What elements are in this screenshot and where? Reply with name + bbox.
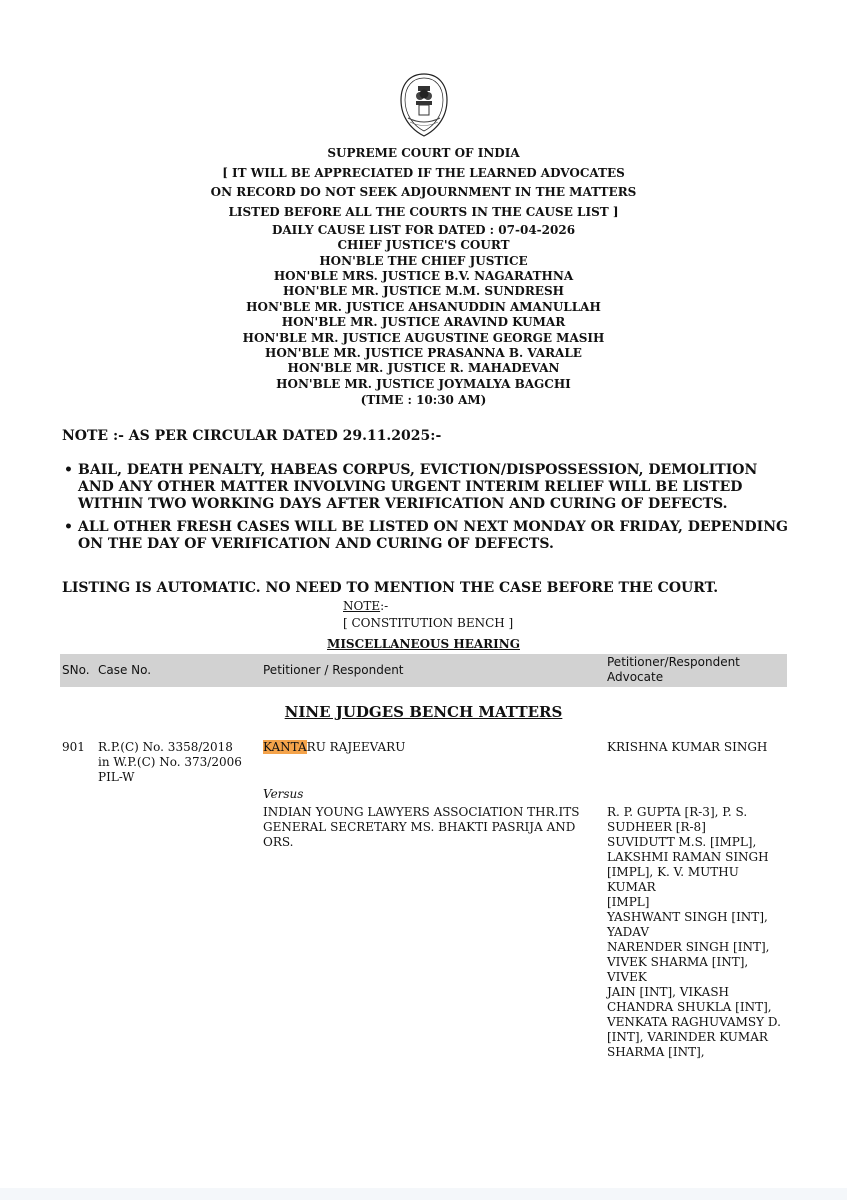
case-no-line: R.P.(C) No. 3358/2018 bbox=[98, 740, 233, 754]
advocate-line: NARENDER SINGH [INT], bbox=[607, 940, 770, 954]
respondent-line: GENERAL SECRETARY MS. BHAKTI PASRIJA AND bbox=[263, 820, 576, 834]
judge-name: HON'BLE MR. JUSTICE ARAVIND KUMAR bbox=[281, 315, 566, 329]
advocate-line: [IMPL] bbox=[607, 895, 650, 909]
note-bullet-item bbox=[62, 462, 792, 513]
petitioner-name bbox=[263, 740, 405, 755]
column-header-advocate: Petitioner/Respondent Advocate bbox=[607, 655, 740, 684]
advocate-line: CHANDRA SHUKLA [INT], bbox=[607, 1000, 772, 1014]
constitution-bench-label: [ CONSTITUTION BENCH ] bbox=[343, 616, 514, 630]
versus-label: Versus bbox=[263, 787, 304, 801]
state-emblem-icon bbox=[398, 72, 450, 138]
appeal-line: [ IT WILL BE APPRECIATED IF THE LEARNED ADVOCATES bbox=[222, 166, 625, 180]
respondent-advocates bbox=[607, 805, 787, 1060]
column-header-case-no: Case No. bbox=[98, 663, 152, 677]
advocate-line: SHARMA [INT], bbox=[607, 1045, 705, 1059]
bullet-icon: • bbox=[64, 462, 73, 478]
table-header bbox=[60, 654, 787, 687]
petitioner-name-rest: RU RAJEEVARU bbox=[306, 740, 406, 754]
advocate-line: YASHWANT SINGH [INT], bbox=[607, 910, 768, 924]
respondent-line: ORS. bbox=[263, 835, 294, 849]
search-highlight: KANTA bbox=[263, 740, 307, 754]
advocate-line: [IMPL], K. V. MUTHU KUMAR bbox=[607, 865, 739, 894]
case-no-line: PIL-W bbox=[98, 770, 135, 784]
advocate-line: YADAV bbox=[607, 925, 650, 939]
advocate-line: VIVEK SHARMA [INT], VIVEK bbox=[607, 955, 749, 984]
row-sno: 901 bbox=[62, 740, 85, 754]
bullet-icon: • bbox=[64, 519, 73, 535]
note-bullet-text: BAIL, DEATH PENALTY, HABEAS CORPUS, EVICTION/DISPOSSESSION, DEMOLITION AND ANY OTHER MATTER INVOLVING URGENT INTERIM RELIEF WILL BE LISTED WITHIN TWO WORKING DAYS AFTER VERIFICATION AND CURING OF DEFECTS. bbox=[78, 462, 758, 512]
cause-list-date: DAILY CAUSE LIST FOR DATED : 07-04-2026 bbox=[271, 223, 576, 237]
bench-note-label: NOTE bbox=[343, 599, 381, 613]
judge-name: HON'BLE MR. JUSTICE R. MAHADEVAN bbox=[287, 361, 560, 375]
appeal-line: ON RECORD DO NOT SEEK ADJOURNMENT IN THE MATTERS bbox=[210, 185, 637, 199]
judge-name: HON'BLE MR. JUSTICE JOYMALYA BAGCHI bbox=[276, 377, 571, 391]
bottom-strip bbox=[0, 1188, 847, 1200]
column-header-parties: Petitioner / Respondent bbox=[263, 663, 404, 677]
note-bullet-list bbox=[62, 462, 792, 559]
case-no-line: in W.P.(C) No. 373/2006 bbox=[98, 755, 242, 769]
respondent-line: INDIAN YOUNG LAWYERS ASSOCIATION THR.ITS bbox=[263, 805, 580, 819]
bench-note-suffix: :- bbox=[380, 599, 389, 613]
judge-name: HON'BLE MR. JUSTICE M.M. SUNDRESH bbox=[283, 284, 564, 298]
column-header-sno: SNo. bbox=[62, 663, 90, 677]
listing-notice: LISTING IS AUTOMATIC. NO NEED TO MENTION THE CASE BEFORE THE COURT. bbox=[62, 580, 719, 596]
advocate-line: VENKATA RAGHUVAMSY D. bbox=[607, 1015, 781, 1029]
advocate-line: SUDHEER [R-8] bbox=[607, 820, 706, 834]
court-room: CHIEF JUSTICE'S COURT bbox=[337, 238, 510, 252]
judge-name: HON'BLE MR. JUSTICE AUGUSTINE GEORGE MASIH bbox=[242, 331, 605, 345]
judge-name: HON'BLE MR. JUSTICE PRASANNA B. VARALE bbox=[265, 346, 582, 360]
advocate-line: LAKSHMI RAMAN SINGH bbox=[607, 850, 769, 864]
court-name: SUPREME COURT OF INDIA bbox=[327, 146, 520, 160]
note-bullet-text: ALL OTHER FRESH CASES WILL BE LISTED ON NEXT MONDAY OR FRIDAY, DEPENDING ON THE DAY OF VERIFICATION AND CURING OF DEFECTS. bbox=[78, 519, 788, 552]
petitioner-advocate: KRISHNA KUMAR SINGH bbox=[607, 740, 768, 754]
advocate-line: SUVIDUTT M.S. [IMPL], bbox=[607, 835, 757, 849]
judge-name: HON'BLE MR. JUSTICE AHSANUDDIN AMANULLAH bbox=[246, 300, 601, 314]
misc-hearing-title: MISCELLANEOUS HEARING bbox=[327, 637, 520, 651]
bench-note bbox=[343, 599, 388, 613]
judge-name: HON'BLE MRS. JUSTICE B.V. NAGARATHNA bbox=[273, 269, 574, 283]
note-heading: NOTE :- AS PER CIRCULAR DATED 29.11.2025:- bbox=[62, 428, 442, 444]
advocate-line: R. P. GUPTA [R-3], P. S. bbox=[607, 805, 748, 819]
appeal-line: LISTED BEFORE ALL THE COURTS IN THE CAUSE LIST ] bbox=[228, 205, 619, 219]
judge-name: HON'BLE THE CHIEF JUSTICE bbox=[319, 254, 528, 268]
row-case-no bbox=[98, 740, 258, 785]
court-time: (TIME : 10:30 AM) bbox=[360, 393, 487, 407]
note-bullet-item bbox=[62, 519, 792, 553]
section-title: NINE JUDGES BENCH MATTERS bbox=[284, 703, 563, 721]
respondent-name bbox=[263, 805, 583, 850]
advocate-line: JAIN [INT], VIKASH bbox=[607, 985, 730, 999]
advocate-line: [INT], VARINDER KUMAR bbox=[607, 1030, 768, 1044]
